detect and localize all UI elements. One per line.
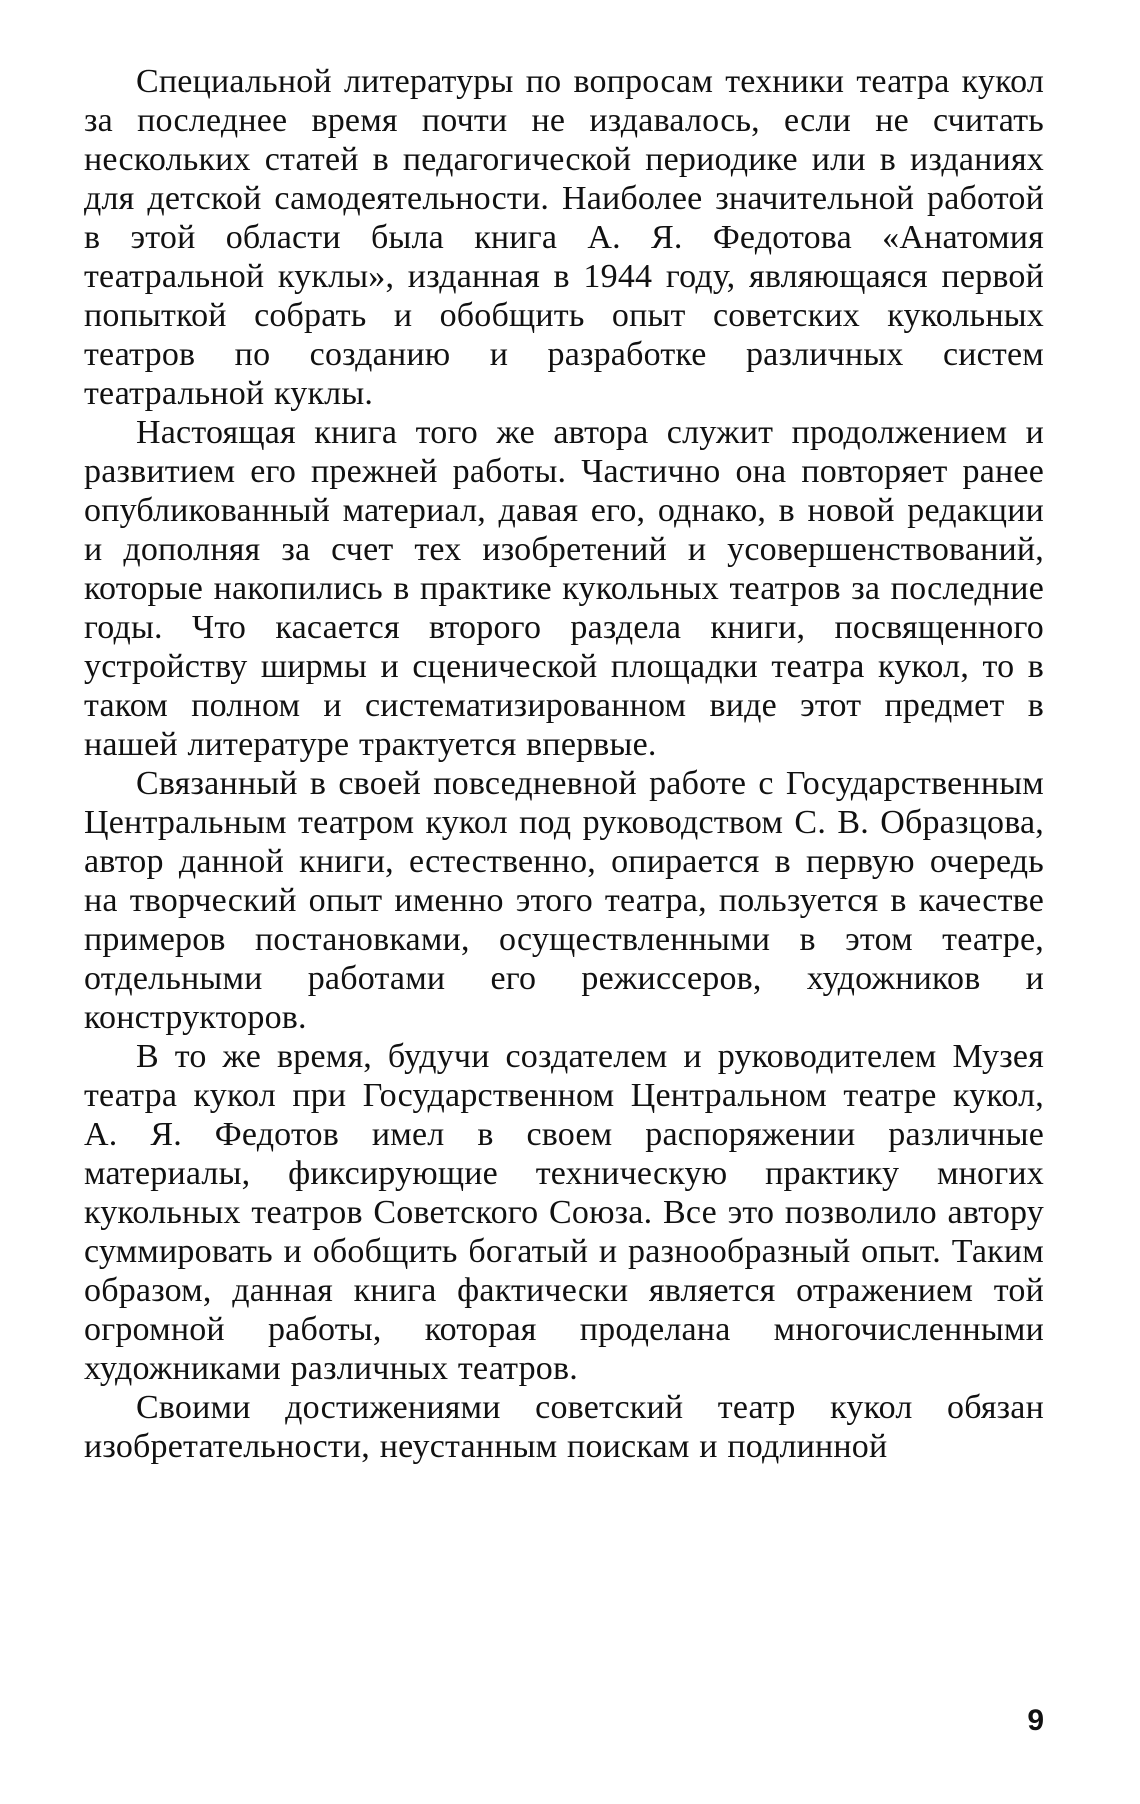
paragraph-1: Специальной литературы по вопросам техники театра кукол за последнее время почти не издавалось, если не считать нескольких статей в педагогической периодике или в изданиях для детской самодеятельности. Наиболее значительной работой в этой области была книга А. Я. Федотова «Анатомия театральной куклы», изданная в 1944 году, являющаяся первой попыткой собрать и обобщить опыт советских кукольных театров по созданию и разработке различных систем театральной куклы. [84, 63, 1044, 412]
page-body [84, 62, 1044, 1466]
paragraph-5: Своими достижениями советский театр кукол обязан изобретательности, неустанным поискам и подлинной [84, 1389, 1044, 1465]
page-number: 9 [1027, 1704, 1044, 1737]
paragraph-4: В то же время, будучи создателем и руководителем Музея театра кукол при Государственном Центральном театре кукол, А. Я. Федотов имел в своем распоряжении различные материалы, фиксирующие техническую практику многих кукольных театров Советского Союза. Все это позволило автору суммировать и обобщить богатый и разнообразный опыт. Таким образом, данная книга фактически является отражением той огромной работы, которая проделана многочисленными художниками различных театров. [84, 1038, 1044, 1387]
paragraph-3: Связанный в своей повседневной работе с Государственным Центральным театром кукол под руководством С. В. Образцова, автор данной книги, естественно, опирается в первую очередь на творческий опыт именно этого театра, пользуется в качестве примеров постановками, осуществленными в этом театре, отдельными работами его режиссеров, художников и конструкторов. [84, 765, 1044, 1036]
paragraph-2: Настоящая книга того же автора служит продолжением и развитием его прежней работы. Частично она повторяет ранее опубликованный материал, давая его, однако, в новой редакции и дополняя за счет тех изобретений и усовершенствований, которые накопились в практике кукольных театров за последние годы. Что касается второго раздела книги, посвященного устройству ширмы и сценической площадки театра кукол, то в таком полном и систематизированном виде этот предмет в нашей литературе трактуется впервые. [84, 414, 1044, 763]
